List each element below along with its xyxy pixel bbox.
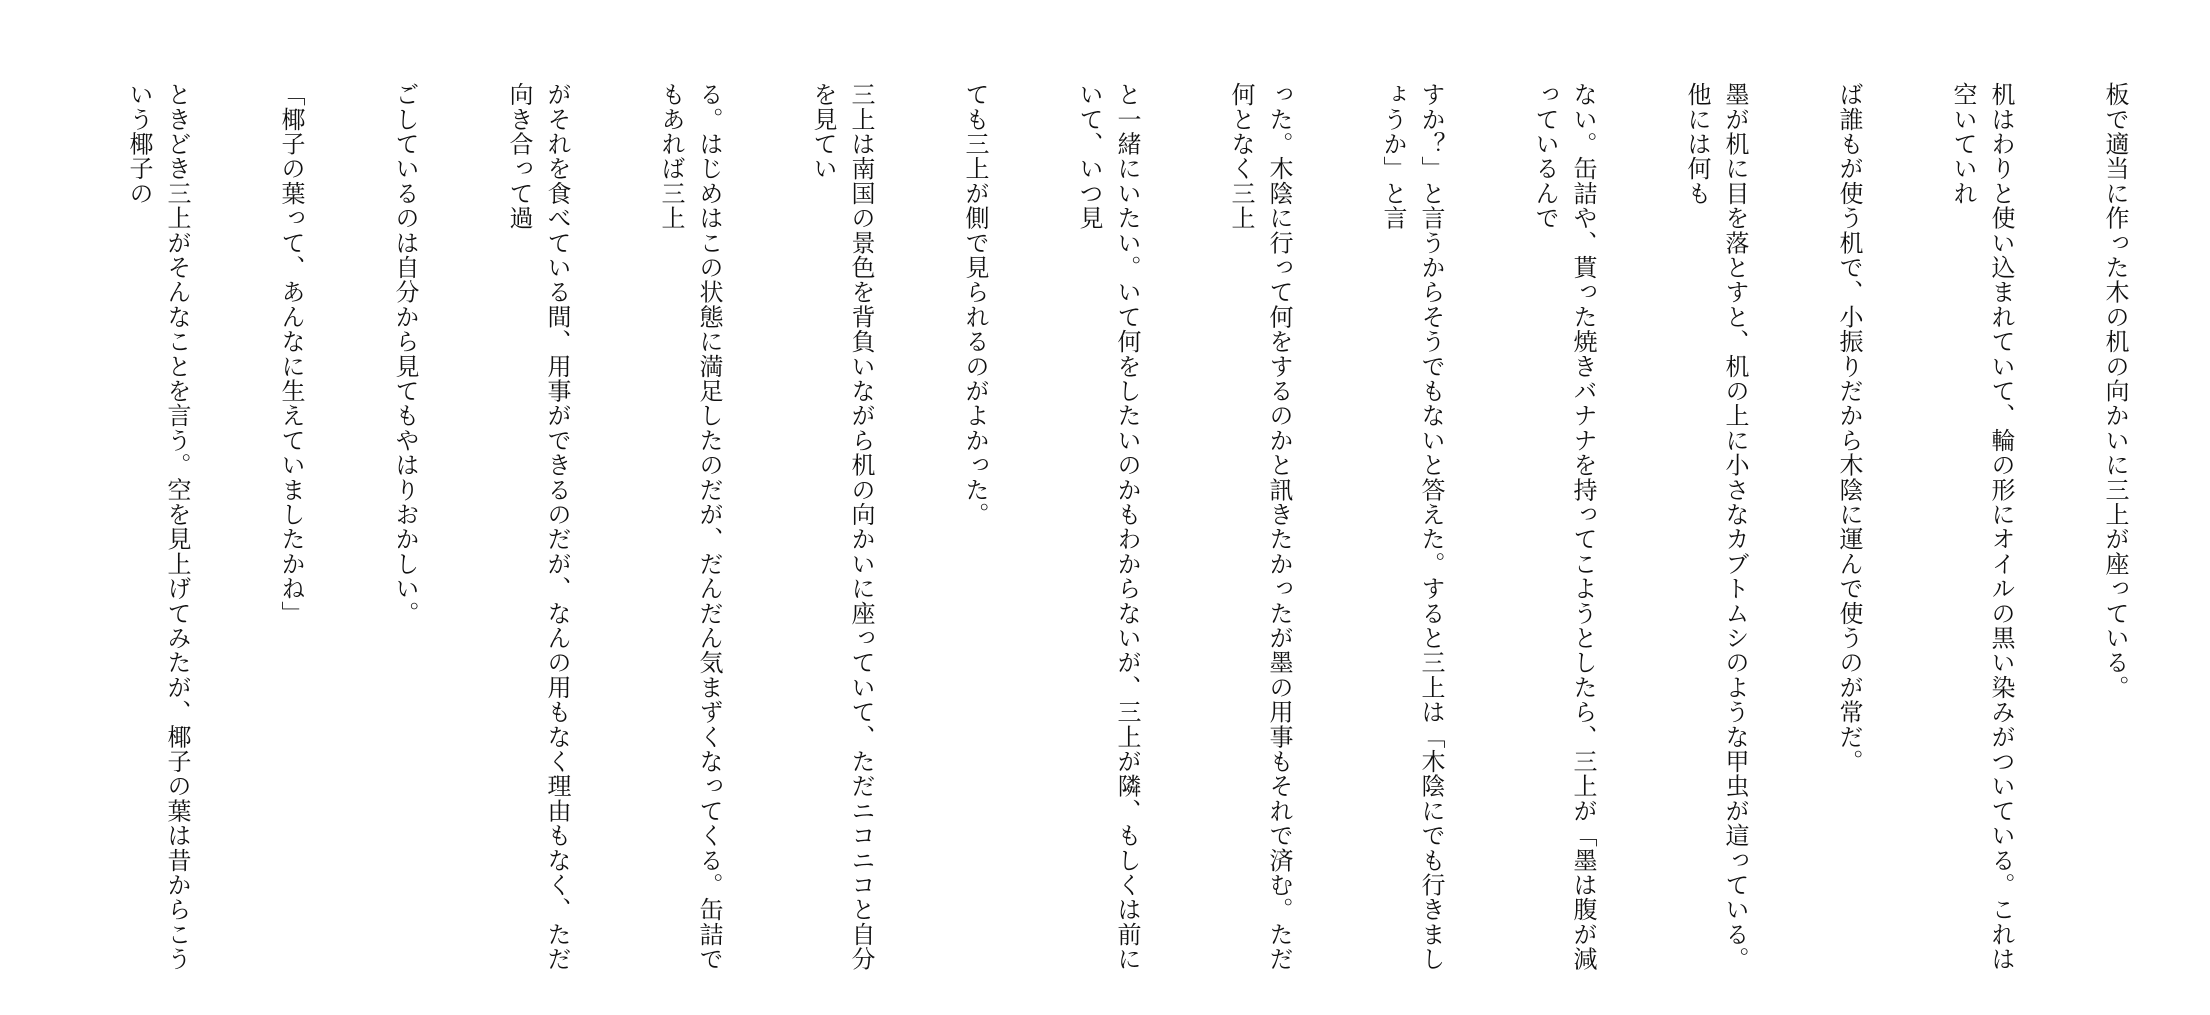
text-line-3: ば誰もが使う机で、小振りだから木陰に運んで使うのが常だ。 [1835, 82, 1863, 774]
text-line-6: すか？」と言うからそうでもないと答えた。すると三上は「木陰にでも行きましょうか」と言 [1379, 82, 1445, 972]
text-line-1: 板で適当に作った木の机の向かいに三上が座っている。 [2101, 82, 2129, 700]
text-line-10: 三上は南国の景色を背負いながら机の向かいに座っていて、ただニコニコと自分を見てい [809, 82, 875, 972]
text-line-14: 「椰子の葉って、あんなに生えていましたかね」 [277, 82, 305, 626]
text-line-12: がそれを食べている間、用事ができるのだが、なんの用もなく理由もなく、ただ向き合って過 [505, 82, 571, 972]
vertical-text-body [44, 82, 2210, 972]
text-line-13: ごしているのは自分から見てもやはりおかしい。 [391, 82, 419, 626]
text-line-9: ても三上が側で見られるのがよかった。 [961, 82, 989, 527]
text-line-7: った。木陰に行って何をするのかと訊きたかったが墨の用事もそれで済む。ただ何となく三上 [1227, 82, 1293, 972]
text-line-8: と一緒にいたい。いて何をしたいのかもわからないが、三上が隣、もしくは前にいて、いつ見 [1075, 82, 1141, 972]
text-line-2: 机はわりと使い込まれていて、輪の形にオイルの黒い染みがついている。これは空いていれ [1949, 82, 2015, 972]
text-line-5: ない。缶詰や、貰った焼きバナナを持ってこようとしたら、三上が「墨は腹が減っているんで [1531, 82, 1597, 972]
text-line-4: 墨が机に目を落とすと、机の上に小さなカブトムシのような甲虫が這っている。他には何も [1683, 82, 1749, 972]
text-line-15: ときどき三上がそんなことを言う。空を見上げてみたが、椰子の葉は昔からこういう椰子の [125, 82, 191, 972]
text-line-11: る。はじめはこの状態に満足したのだが、だんだん気まずくなってくる。缶詰でもあれば三上 [657, 82, 723, 972]
